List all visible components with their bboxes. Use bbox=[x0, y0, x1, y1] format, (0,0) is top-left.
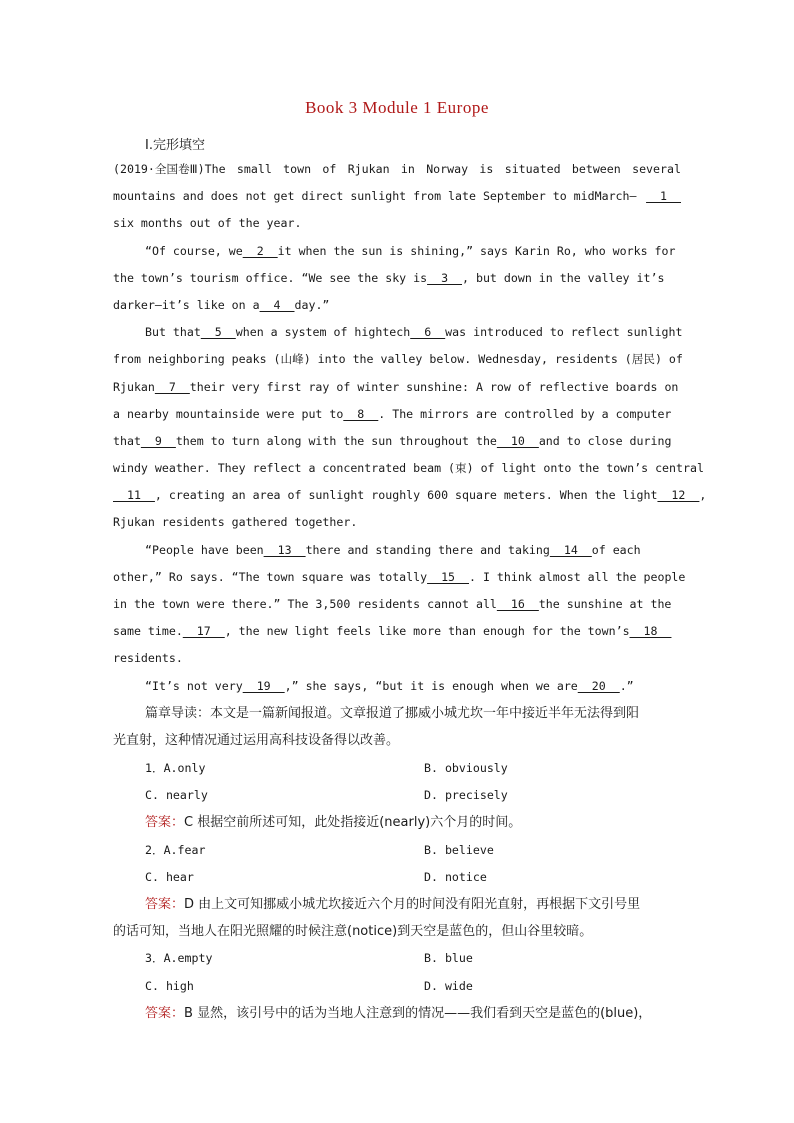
option: 2．A.fear bbox=[145, 842, 206, 857]
passage-line: in the town were there.” The 3,500 residents cannot all __16__ the sunshine at the bbox=[113, 591, 681, 618]
passage-line: mountains and does not get direct sunlight from late September to midMarch— __1__ bbox=[113, 183, 681, 210]
answer-line: 答案：C 根据空前所述可知，此处指接近(nearly)六个月的时间。 bbox=[145, 815, 522, 831]
blank-6: __6__ bbox=[410, 325, 446, 340]
blank-10: __10__ bbox=[496, 433, 539, 448]
cloze-passage bbox=[113, 156, 707, 700]
passage-line: “People have been __13__ there and standing there and taking __14__ of each bbox=[113, 537, 681, 564]
section-heading: Ⅰ.完形填空 bbox=[145, 138, 205, 153]
option-row bbox=[113, 837, 693, 864]
blank-2: __2__ bbox=[242, 243, 278, 258]
passage-line: Rjukan residents gathered together. bbox=[113, 515, 358, 530]
passage-line: same time. __17__ , the new light feels like more than enough for the town’s __18__ bbox=[113, 618, 681, 645]
passage-line: other,” Ro says. “The town square was totally __15__ . I think almost all the people bbox=[113, 564, 681, 591]
blank-5: __5__ bbox=[200, 325, 236, 340]
option: 1．A.only bbox=[145, 761, 206, 775]
answer-label: 答案： bbox=[145, 896, 185, 912]
option-row bbox=[113, 973, 693, 1000]
passage-line: a nearby mountainside were put to __8__ . The mirrors are controlled by a computer bbox=[113, 401, 681, 428]
guide-line: 篇章导读：本文是一篇新闻报道。文章报道了挪威小城尤坎一年中接近半年无法得到阳 bbox=[145, 706, 640, 721]
passage-line: from neighboring peaks (山峰) into the valley below. Wednesday, residents (居民) of bbox=[113, 352, 683, 367]
blank-19: __19__ bbox=[242, 678, 285, 693]
blank-4: __4__ bbox=[259, 297, 295, 312]
blank-7: __7__ bbox=[154, 379, 190, 394]
question-list bbox=[113, 755, 693, 1027]
option: D. precisely bbox=[424, 788, 508, 803]
option: B. obviously bbox=[424, 761, 508, 775]
blank-3: __3__ bbox=[427, 270, 463, 285]
passage-line: six months out of the year. bbox=[113, 216, 302, 231]
answer-label: 答案： bbox=[145, 815, 185, 831]
option-row bbox=[113, 864, 693, 891]
passage-line: “Of course, we __2__ it when the sun is shining,” says Karin Ro, who works for bbox=[113, 238, 681, 265]
blank-1: __1__ bbox=[646, 189, 681, 204]
blank-18: __18__ bbox=[629, 624, 672, 639]
passage-line: Rjukan __7__ their very first ray of winter sunshine: A row of reflective boards on bbox=[113, 374, 681, 401]
option: 3．A.empty bbox=[145, 951, 213, 966]
blank-16: __16__ bbox=[496, 597, 539, 611]
option-row bbox=[113, 782, 693, 809]
option: C. high bbox=[145, 978, 194, 993]
blank-15: __15__ bbox=[427, 569, 469, 584]
answer-line: 答案：D 由上文可知挪威小城尤坎接近六个月的时间没有阳光直射，再根据下文引号里 bbox=[145, 896, 641, 912]
blank-13: __13__ bbox=[263, 542, 306, 557]
blank-8: __8__ bbox=[343, 406, 379, 421]
passage-line: darker—it’s like on a __4__ day.” bbox=[113, 292, 681, 319]
option-row bbox=[113, 945, 693, 972]
option: B. blue bbox=[424, 951, 473, 966]
answer-label: 答案： bbox=[145, 1005, 185, 1021]
blank-17: __17__ bbox=[182, 624, 225, 639]
option: D. wide bbox=[424, 978, 473, 993]
answer-line: 答案：B 显然，该引号中的话为当地人注意到的情况——我们看到天空是蓝色的(blue)， bbox=[145, 1005, 652, 1021]
guide-line: 光直射，这种情况通过运用高科技设备得以改善。 bbox=[113, 733, 400, 749]
passage-line: “It’s not very __19__ ,” she says, “but it is enough when we are __20__ .” bbox=[113, 673, 681, 700]
passage-line: windy weather. They reflect a concentrated beam (束) of light onto the town’s central bbox=[113, 461, 704, 476]
passage-line: But that __5__ when a system of hightech __6__ was introduced to reflect sunlight bbox=[113, 319, 681, 346]
blank-12: __12__ bbox=[657, 488, 700, 503]
blank-11: __11__ bbox=[113, 488, 155, 503]
option: C. hear bbox=[145, 869, 194, 884]
passage-line: __11__ , creating an area of sunlight roughly 600 square meters. When the light __12__ , bbox=[113, 482, 681, 509]
passage-line: that __9__ them to turn along with the sun throughout the __10__ and to close during bbox=[113, 428, 681, 455]
passage-line: residents. bbox=[113, 651, 183, 666]
option: B. believe bbox=[424, 842, 494, 857]
option-row bbox=[113, 755, 693, 782]
option: C. nearly bbox=[145, 788, 208, 803]
answer-line: 的话可知，当地人在阳光照耀的时候注意(notice)到天空是蓝色的，但山谷里较暗。 bbox=[113, 924, 593, 940]
page-title: Book 3 Module 1 Europe bbox=[305, 98, 489, 117]
blank-20: __20__ bbox=[577, 678, 620, 693]
passage-line: (2019·全国卷Ⅲ)The small town of Rjukan in Norway is situated between several bbox=[113, 162, 681, 176]
option: D. notice bbox=[424, 869, 487, 884]
blank-14: __14__ bbox=[549, 542, 592, 557]
passage-line: the town’s tourism office. “We see the sky is __3__ , but down in the valley it’s bbox=[113, 265, 681, 292]
passage-guide bbox=[113, 700, 681, 754]
blank-9: __9__ bbox=[140, 433, 176, 448]
